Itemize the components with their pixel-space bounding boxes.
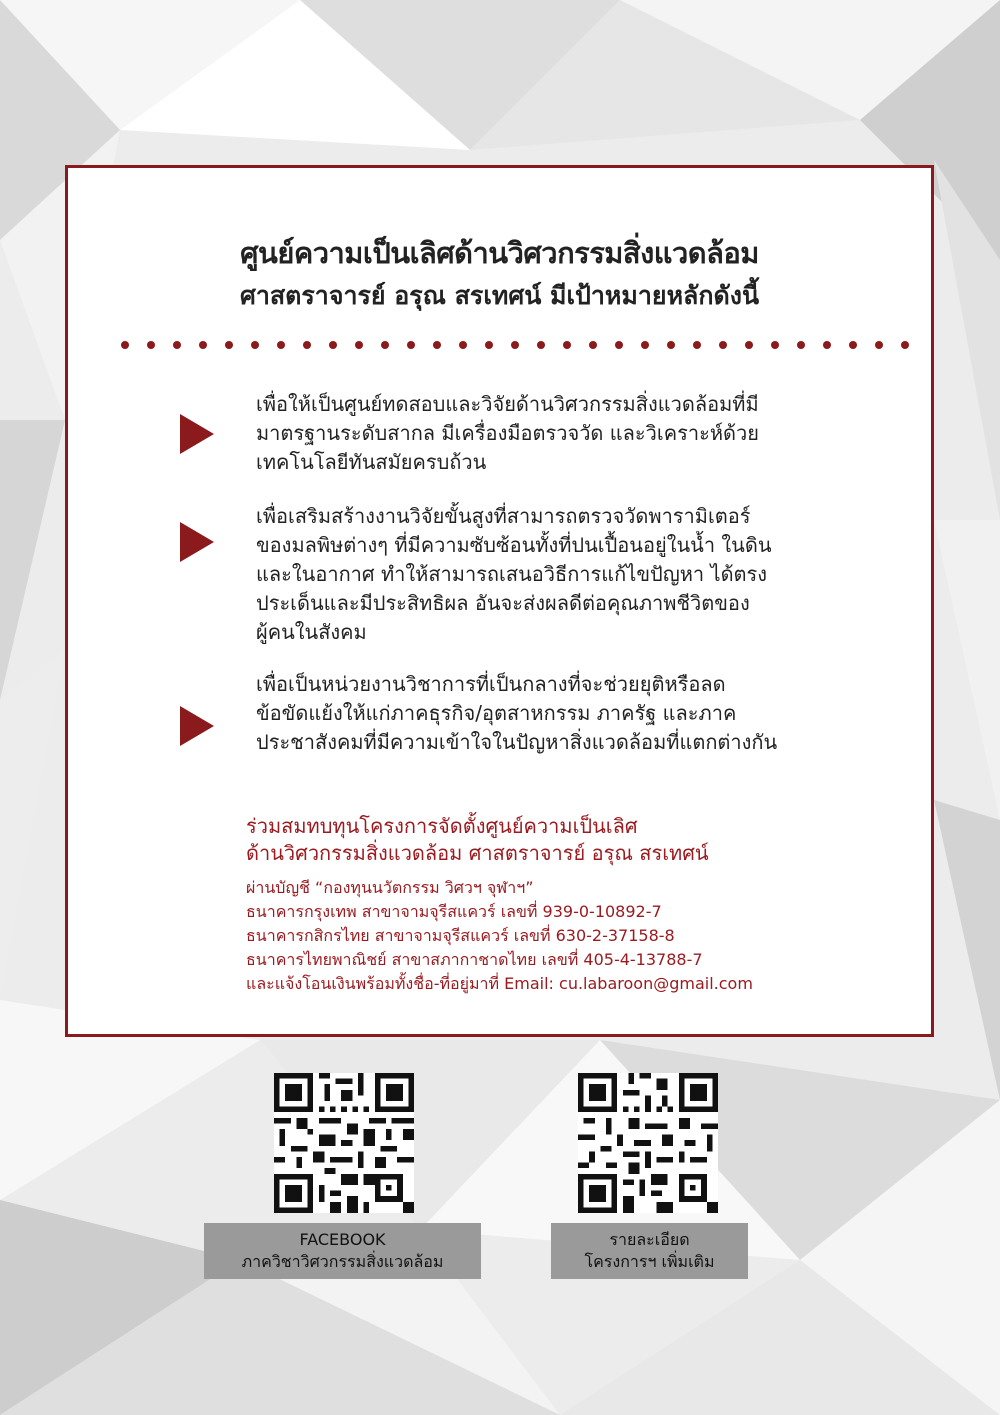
- qr-code-icon[interactable]: [274, 1073, 414, 1213]
- goal-text: [256, 670, 896, 757]
- bank-account-line: ธนาคารไทยพาณิชย์ สาขาสภากาชาดไทย เลขที่ 405-4-13788-7: [246, 950, 703, 969]
- qr-label-line: รายละเอียด: [609, 1230, 690, 1249]
- qr-label-line: ภาควิชาวิศวกรรมสิ่งแวดล้อม: [241, 1252, 444, 1271]
- page-title: ศูนย์ความเป็นเลิศด้านวิศวกรรมสิ่งแวดล้อม: [240, 236, 759, 270]
- qr-label-project-details: [551, 1223, 748, 1279]
- goal-line: ประชาสังคมที่มีความเข้าใจในปัญหาสิ่งแวดล้อมที่แตกต่างกัน: [256, 730, 778, 754]
- qr-label-line: โครงการฯ เพิ่มเติม: [584, 1252, 715, 1271]
- qr-code-icon[interactable]: [578, 1073, 718, 1213]
- goal-text: [256, 502, 896, 647]
- goal-line: ข้อขัดแย้งให้แก่ภาคธุรกิจ/อุตสาหกรรม ภาครัฐ และภาค: [256, 701, 737, 725]
- triangle-bullet-icon: [180, 414, 214, 454]
- goal-line: เพื่อให้เป็นศูนย์ทดสอบและวิจัยด้านวิศวกรรมสิ่งแวดล้อมที่มี: [256, 392, 759, 416]
- dotted-divider: [120, 338, 920, 352]
- donation-line: ผ่านบัญชี “กองทุนนวัตกรรม วิศวฯ จุฬาฯ”: [246, 878, 534, 897]
- page-subtitle: ศาสตราจารย์ อรุณ สรเทศน์ มีเป้าหมายหลักดังนี้: [239, 281, 760, 310]
- triangle-bullet-icon: [180, 706, 214, 746]
- bank-account-line: ธนาคารกรุงเทพ สาขาจามจุรีสแควร์ เลขที่ 939-0-10892-7: [246, 902, 662, 921]
- bank-account-line: ธนาคารกสิกรไทย สาขาจามจุรีสแควร์ เลขที่ 630-2-37158-8: [246, 926, 675, 945]
- goal-line: และในอากาศ ทำให้สามารถเสนอวิธีการแก้ไขปัญหา ได้ตรง: [256, 562, 768, 586]
- goal-line: มาตรฐานระดับสากล มีเครื่องมือตรวจวัด และวิเคราะห์ด้วย: [256, 421, 759, 445]
- donation-details: [246, 876, 886, 996]
- goal-line: ผู้คนในสังคม: [256, 620, 367, 644]
- contact-email-line[interactable]: และแจ้งโอนเงินพร้อมทั้งชื่อ-ที่อยู่มาที่ Email: cu.labaroon@gmail.com: [246, 974, 753, 993]
- goal-text: [256, 390, 896, 477]
- goal-line: ของมลพิษต่างๆ ที่มีความซับซ้อนทั้งที่ปนเปื้อนอยู่ในน้ำ ในดิน: [256, 533, 772, 557]
- goal-line: เทคโนโลยีทันสมัยครบถ้วน: [256, 450, 487, 474]
- triangle-bullet-icon: [180, 522, 214, 562]
- donation-heading: [246, 813, 886, 867]
- content-frame: [65, 165, 934, 1037]
- goal-line: เพื่อเป็นหน่วยงานวิชาการที่เป็นกลางที่จะช่วยยุติหรือลด: [256, 672, 726, 696]
- qr-label-line: FACEBOOK: [299, 1230, 386, 1249]
- donation-heading-line: ด้านวิศวกรรมสิ่งแวดล้อม ศาสตราจารย์ อรุณ สรเทศน์: [246, 841, 709, 865]
- donation-heading-line: ร่วมสมทบทุนโครงการจัดตั้งศูนย์ความเป็นเลิศ: [246, 814, 638, 838]
- goal-line: ประเด็นและมีประสิทธิผล อันจะส่งผลดีต่อคุณภาพชีวิตของ: [256, 591, 750, 615]
- goal-line: เพื่อเสริมสร้างงานวิจัยขั้นสูงที่สามารถตรวจวัดพารามิเตอร์: [256, 504, 751, 528]
- qr-label-facebook: [204, 1223, 481, 1279]
